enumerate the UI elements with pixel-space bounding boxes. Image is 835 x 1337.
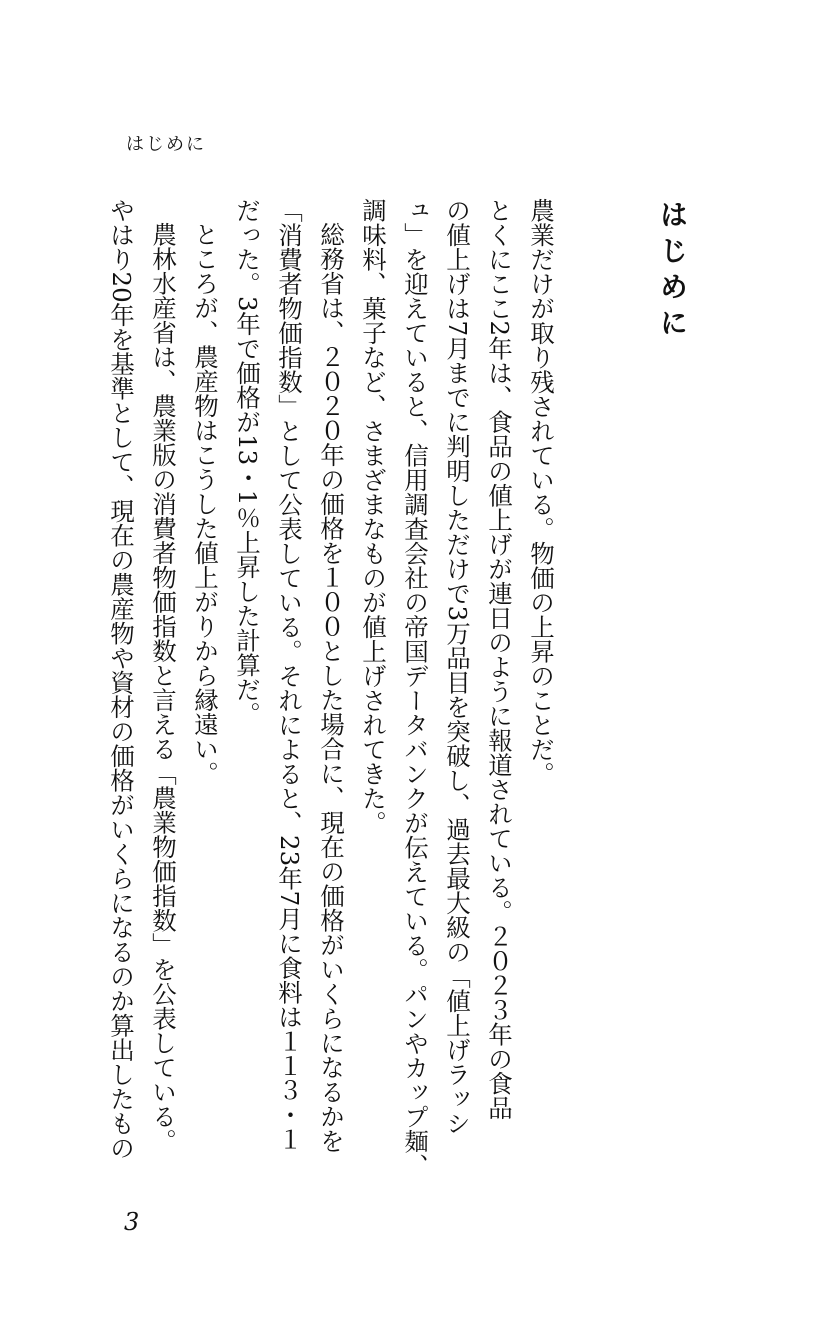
body-line: ところが、農産物はこうした値上がりから縁遠い。 — [191, 222, 220, 786]
body-line: だった。3年で価格が13・1％上昇した計算だ。 — [233, 198, 262, 726]
body-line: 総務省は、２０２０年の価格を１００とした場合に、現在の価格がいくらになるかを — [317, 222, 346, 1153]
body-line: ュ」を迎えていると、信用調査会社の帝国データバンクが伝えている。パンやカップ麺、 — [401, 198, 430, 1178]
body-line: 「消費者物価指数」として公表している。それによると、23年7月に食料は１１３・１ — [275, 198, 304, 1152]
body-text — [100, 198, 562, 1198]
body-line: 農林水産省は、農業版の消費者物価指数と言える「農業物価指数」を公表している。 — [149, 222, 178, 1153]
body-line: やはり20年を基準として、現在の農産物や資材の価格がいくらになるのか算出したもの — [107, 198, 136, 1161]
body-line: とくにここ2年は、食品の値上げが連日のように報道されている。２０２３年の食品 — [485, 198, 514, 1121]
body-line: の値上げは7月までに判明しただけで3万品目を突破し、過去最大級の「値上げラッシ — [443, 198, 472, 1136]
body-line: 農業だけが取り残されている。物価の上昇のことだ。 — [527, 198, 556, 786]
page-number: 3 — [124, 1208, 140, 1236]
body-line: 調味料、菓子など、さまざまなものが値上げされてきた。 — [359, 198, 388, 835]
chapter-title: はじめに — [656, 200, 689, 344]
running-head: はじめに — [126, 134, 206, 155]
